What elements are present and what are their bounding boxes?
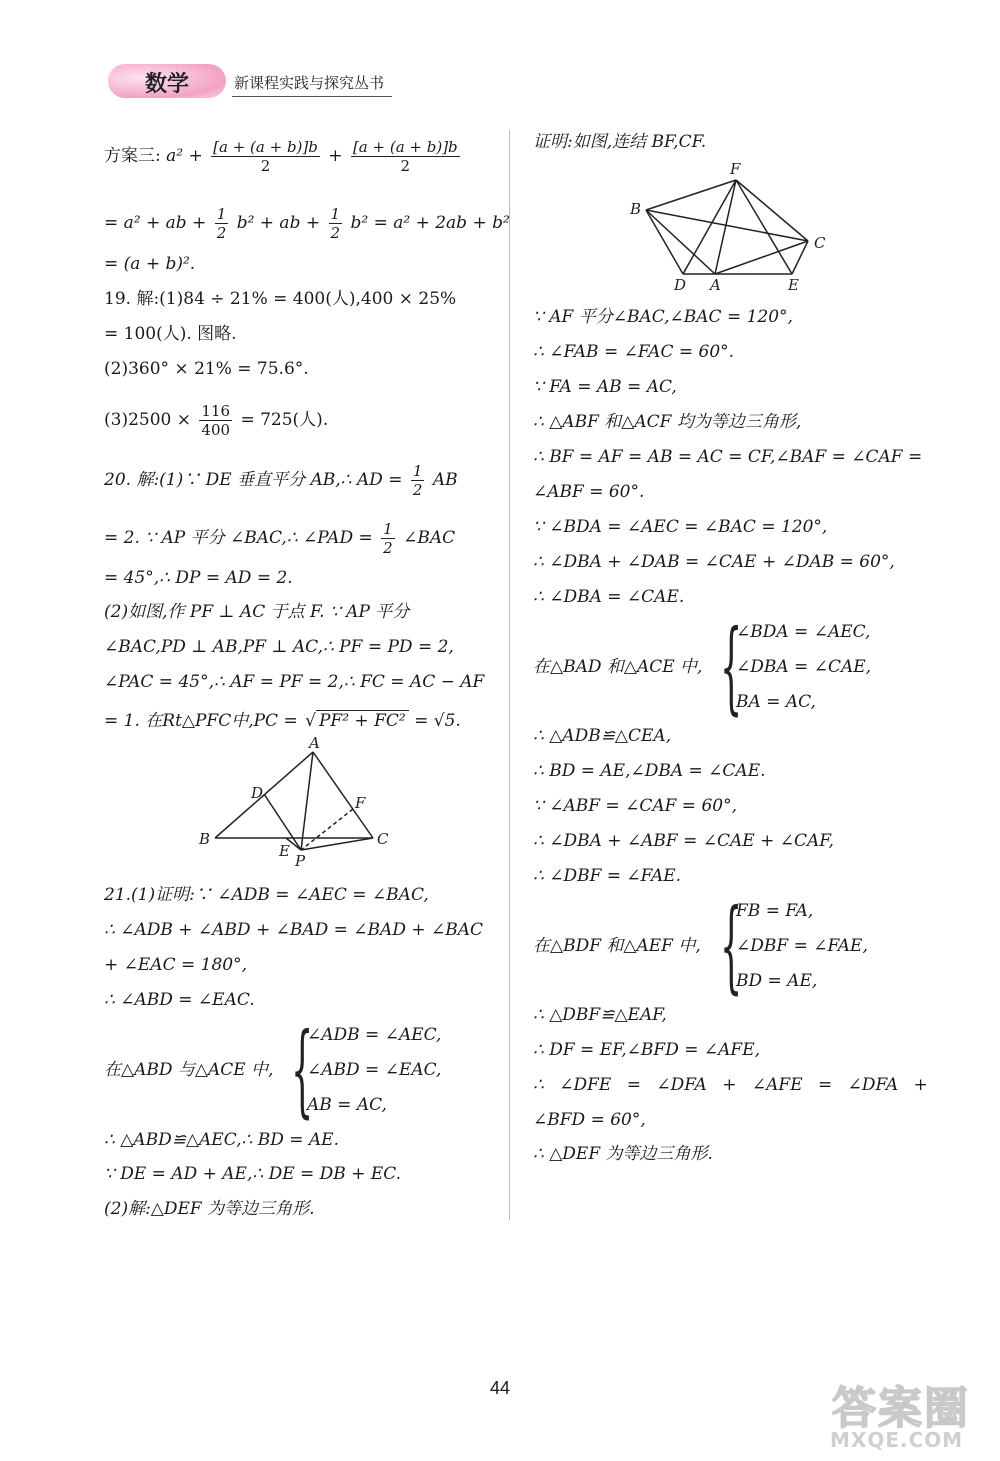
text: 20. 解:(1)∵ DE 垂直平分 AB,∴ AD = [104,470,403,490]
solution-line [104,462,458,499]
solution-line: ∠BAC,PD ⊥ AB,PF ⊥ AC,∴ PF = PD = 2, [104,637,454,657]
left-brace: { [291,1011,314,1128]
numerator: 1 [330,205,341,223]
system-prefix: 在△BDF 和△AEF 中, [533,936,701,956]
point-label-d: D [251,784,264,802]
watermark-text: 答案圈 [832,1383,970,1434]
system-line: ∠DBA = ∠CAE, [736,657,872,677]
text: AB [432,470,458,490]
point-label-d: D [674,276,687,294]
denominator: 2 [216,224,227,242]
dashed-segment [301,809,353,850]
solution-line: = 100(人). 图略. [104,324,237,344]
denominator: 2 [412,481,423,499]
system-prefix: 在△ABD 与△ACE 中, [104,1060,274,1080]
fraction [215,205,229,242]
solution-line: (2)解:△DEF 为等边三角形. [104,1199,315,1219]
solution-line: 21.(1)证明:∵ ∠ADB = ∠AEC = ∠BAC, [104,885,429,905]
point-label-c: C [814,234,826,252]
text: b² = a² + 2ab + b² [350,213,510,233]
solution-line: ∴ △ADB≌△CEA, [533,726,672,746]
solution-line: ∴ ∠DFE = ∠DFA + ∠AFE = ∠DFA + [533,1075,928,1095]
page-header [100,58,400,104]
solution-line: ∴ DF = EF,∠BFD = ∠AFE, [533,1040,761,1060]
sqrt-radicand: PF² + FC² [316,710,409,731]
segment [301,752,313,850]
watermark-url: MXQE.COM [830,1428,964,1452]
denominator: 2 [260,157,271,175]
text: = 725(人). [240,410,329,430]
system-line: FB = FA, [736,901,814,921]
text: (3)2500 × [104,410,191,430]
point-label-f: F [730,160,741,178]
numerator: [a + (a + b)]b [352,138,458,156]
system-line: ∠DBF = ∠FAE, [736,936,868,956]
system-line: ∠BDA = ∠AEC, [736,622,871,642]
solution-line: ∵ AF 平分∠BAC,∠BAC = 120°, [533,307,793,327]
solution-line: ∠ABF = 60°. [533,482,645,502]
solution-line: ∵ DE = AD + AE,∴ DE = DB + EC. [104,1164,402,1184]
denominator: 400 [201,421,231,439]
text: = √5. [414,711,461,731]
subject-badge [108,64,226,98]
solution-line: ∵ ∠ABF = ∠CAF = 60°, [533,796,737,816]
left-brace: { [720,608,743,725]
solution-line: ∵ FA = AB = AC, [533,377,677,397]
numerator: [a + (a + b)]b [213,138,318,156]
text: + [328,146,343,166]
solution-line: ∴ △ABF 和△ACF 均为等边三角形, [533,412,802,432]
point-label-c: C [377,830,389,848]
solution-line: (2)360° × 21% = 75.6°. [104,359,309,379]
solution-line: ∴ △DEF 为等边三角形. [533,1144,713,1164]
solution-line: ∴ BD = AE,∠DBA = ∠CAE. [533,761,766,781]
fraction [381,520,395,557]
system-line: ∠ABD = ∠EAC, [307,1060,442,1080]
page-number: 44 [489,1378,511,1398]
solution-line [104,138,463,175]
triangle-figure-1 [195,734,395,872]
text: = 1. 在Rt△PFC中,PC = [104,711,298,731]
numerator: 1 [216,205,227,223]
point-label-p: P [295,852,306,870]
solution-line: ∴ ∠DBF = ∠FAE. [533,866,682,886]
solution-line: ∴ ∠DBA = ∠CAE. [533,587,685,607]
solution-line: ∴ △DBF≌△EAF, [533,1005,667,1025]
numerator: 1 [412,462,423,480]
segment [646,180,736,210]
segment [646,210,808,241]
segment [683,180,736,274]
left-brace: { [720,887,743,1004]
solution-line: = (a + b)². [104,254,196,274]
point-label-e: E [788,276,799,294]
system-line: AB = AC, [307,1095,387,1115]
solution-line: ∵ ∠BDA = ∠AEC = ∠BAC = 120°, [533,517,828,537]
solution-line: ∴ △ABD≌△AEC,∴ BD = AE. [104,1130,339,1150]
point-label-a: A [710,276,721,294]
solution-line: ∴ BF = AF = AB = AC = CF,∠BAF = ∠CAF = [533,447,923,467]
header-underline [232,96,392,97]
fraction [351,138,460,175]
segment [736,180,792,274]
system-line: ∠ADB = ∠AEC, [307,1025,442,1045]
segment [301,838,373,850]
solution-line: 证明:如图,连结 BF,CF. [533,132,707,152]
solution-line: + ∠EAC = 180°, [104,955,247,975]
series-title: 新课程实践与探究丛书 [234,74,385,92]
segment [646,210,715,274]
solution-line: ∠BFD = 60°, [533,1110,646,1130]
solution-line: = 45°,∴ DP = AD = 2. [104,568,293,588]
point-label-f: F [355,794,366,812]
solution-line [104,205,510,242]
fraction [411,462,425,499]
watermark [828,1372,998,1452]
solution-line: ∴ ∠FAB = ∠FAC = 60°. [533,342,735,362]
denominator: 2 [330,224,341,242]
solution-line: ∴ ∠ABD = ∠EAC. [104,990,255,1010]
system-prefix: 在△BAD 和△ACE 中, [533,657,703,677]
numerator: 116 [201,402,231,420]
solution-line: ∴ ∠ADB + ∠ABD + ∠BAD = ∠BAD + ∠BAC [104,920,484,940]
system-line: BA = AC, [736,692,816,712]
solution-line: (2)如图,作 PF ⊥ AC 于点 F. ∵ AP 平分 [104,602,410,622]
sqrt-sign: √ [305,711,316,731]
fraction [329,205,343,242]
text: = 2. ∵ AP 平分 ∠BAC,∴ ∠PAD = [104,528,373,548]
text: a² + [166,146,203,166]
solution-line [104,402,328,439]
fraction [211,138,320,175]
point-label-a: A [309,734,320,752]
fraction [199,402,232,439]
solution-line: 19. 解:(1)84 ÷ 21% = 400(人),400 × 25% [104,289,457,309]
pentagon-figure-2 [626,160,836,294]
solution-line: ∴ ∠DBA + ∠DAB = ∠CAE + ∠DAB = 60°, [533,552,895,572]
solution-line: ∴ ∠DBA + ∠ABF = ∠CAE + ∠CAF, [533,831,834,851]
solution-line [104,710,461,732]
segment [646,210,683,274]
solution-line [104,520,455,557]
text: = a² + ab + [104,213,207,233]
column-divider [509,130,510,1220]
denominator: 2 [383,539,393,557]
text: b² + ab + [236,213,321,233]
solution-line: ∠PAC = 45°,∴ AF = PF = 2,∴ FC = AC − AF [104,672,485,692]
text: 方案三: [104,146,161,166]
text: ∠BAC [403,528,456,548]
segment [736,180,808,241]
subject-title: 数学 [144,72,189,97]
denominator: 2 [400,157,411,175]
point-label-b: B [630,200,642,218]
system-line: BD = AE, [736,971,818,991]
point-label-b: B [199,830,211,848]
numerator: 1 [383,520,393,538]
point-label-e: E [279,842,290,860]
